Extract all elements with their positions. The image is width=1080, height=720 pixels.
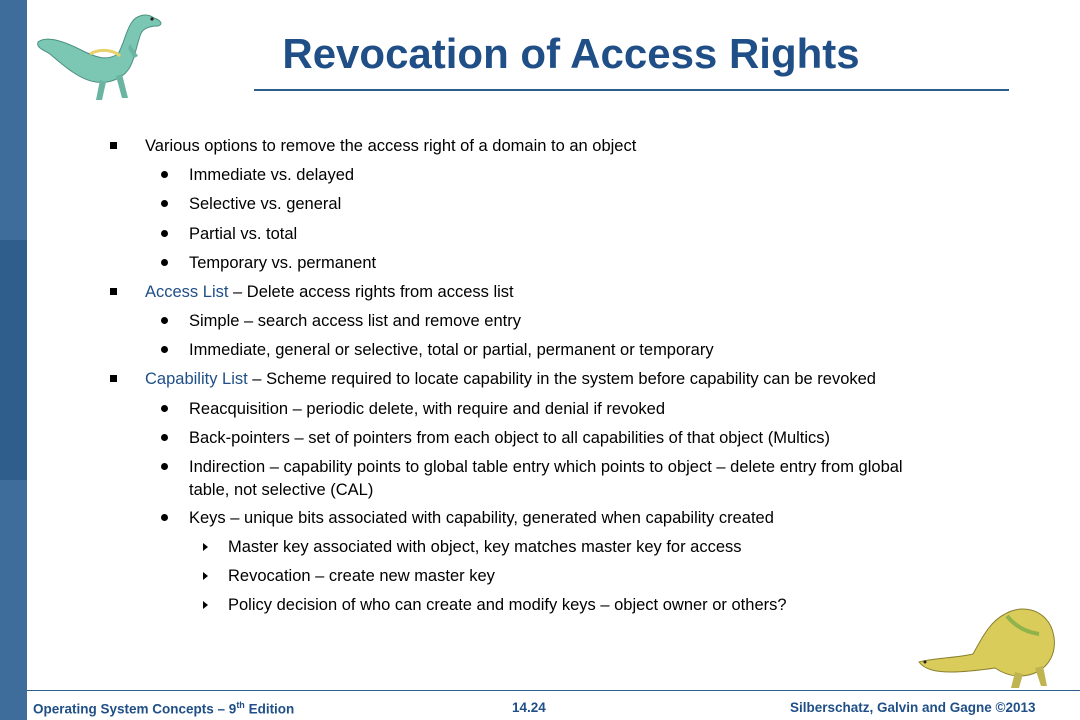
sub-sub-bullet-text: Policy decision of who can create and modify keys – object owner or others? <box>228 596 787 614</box>
sub-bullet-text: Immediate vs. delayed <box>189 166 355 184</box>
sub-bullet-text: Selective vs. general <box>189 195 342 213</box>
bullet-dot <box>161 230 168 237</box>
bullet-square <box>110 375 117 382</box>
sub-sub-bullet-text: Revocation – create new master key <box>228 567 495 585</box>
triangle-bullet-icon <box>203 601 208 609</box>
dinosaur-bottom-illustration <box>915 592 1065 692</box>
bullet-dot <box>161 463 168 470</box>
bullet-dot <box>161 405 168 412</box>
sub-bullet-text: Partial vs. total <box>189 225 298 243</box>
sub-bullet-text: Keys – unique bits associated with capability, generated when capability created <box>189 509 774 527</box>
triangle-bullet-icon <box>203 572 208 580</box>
slide-title: Revocation of Access Rights <box>282 30 860 77</box>
sub-bullet-text: Immediate, general or selective, total or partial, permanent or temporary <box>189 341 714 359</box>
bullet-dot <box>161 346 168 353</box>
bullet-rest-text: – Delete access rights from access list <box>228 283 514 301</box>
footer-rule <box>27 690 1080 691</box>
bullet-dot <box>161 171 168 178</box>
bullet-text <box>145 368 876 390</box>
sub-bullet-text: Reacquisition – periodic delete, with require and denial if revoked <box>189 400 666 418</box>
bullet-text: Various options to remove the access right of a domain to an object <box>145 137 637 155</box>
sub-bullet-text: Temporary vs. permanent <box>189 254 377 272</box>
footer-book-title: Operating System Concepts – 9th Edition <box>33 700 295 717</box>
bullet-dot <box>161 200 168 207</box>
sub-bullet-text: Simple – search access list and remove entry <box>189 312 521 330</box>
bullet-square <box>110 142 117 149</box>
bullet-dot <box>161 434 168 441</box>
term-capability-list: Capability List <box>145 370 248 388</box>
sidebar-band <box>0 0 27 720</box>
triangle-bullet-icon <box>203 543 208 551</box>
bullet-dot <box>161 259 168 266</box>
footer-copyright: Silberschatz, Galvin and Gagne ©2013 <box>790 700 1036 715</box>
term-access-list: Access List <box>145 283 229 301</box>
dinosaur-top-illustration <box>30 4 170 108</box>
bullet-dot <box>161 317 168 324</box>
sub-bullet-text: Indirection – capability points to global table entry which points to object – delete entry from global <box>189 458 903 476</box>
bullet-square <box>110 288 117 295</box>
bullet-text <box>145 281 514 303</box>
sub-bullet-text: Back-pointers – set of pointers from each object to all capabilities of that object (Multics) <box>189 429 831 447</box>
sub-sub-bullet-text: Master key associated with object, key matches master key for access <box>228 538 742 556</box>
bullet-dot <box>161 514 168 521</box>
bullet-rest-text: – Scheme required to locate capability in the system before capability can be revoked <box>247 370 876 388</box>
title-underline <box>254 89 1009 91</box>
sub-bullet-text-continued: table, not selective (CAL) <box>189 481 374 499</box>
footer-page-number: 14.24 <box>512 700 546 715</box>
